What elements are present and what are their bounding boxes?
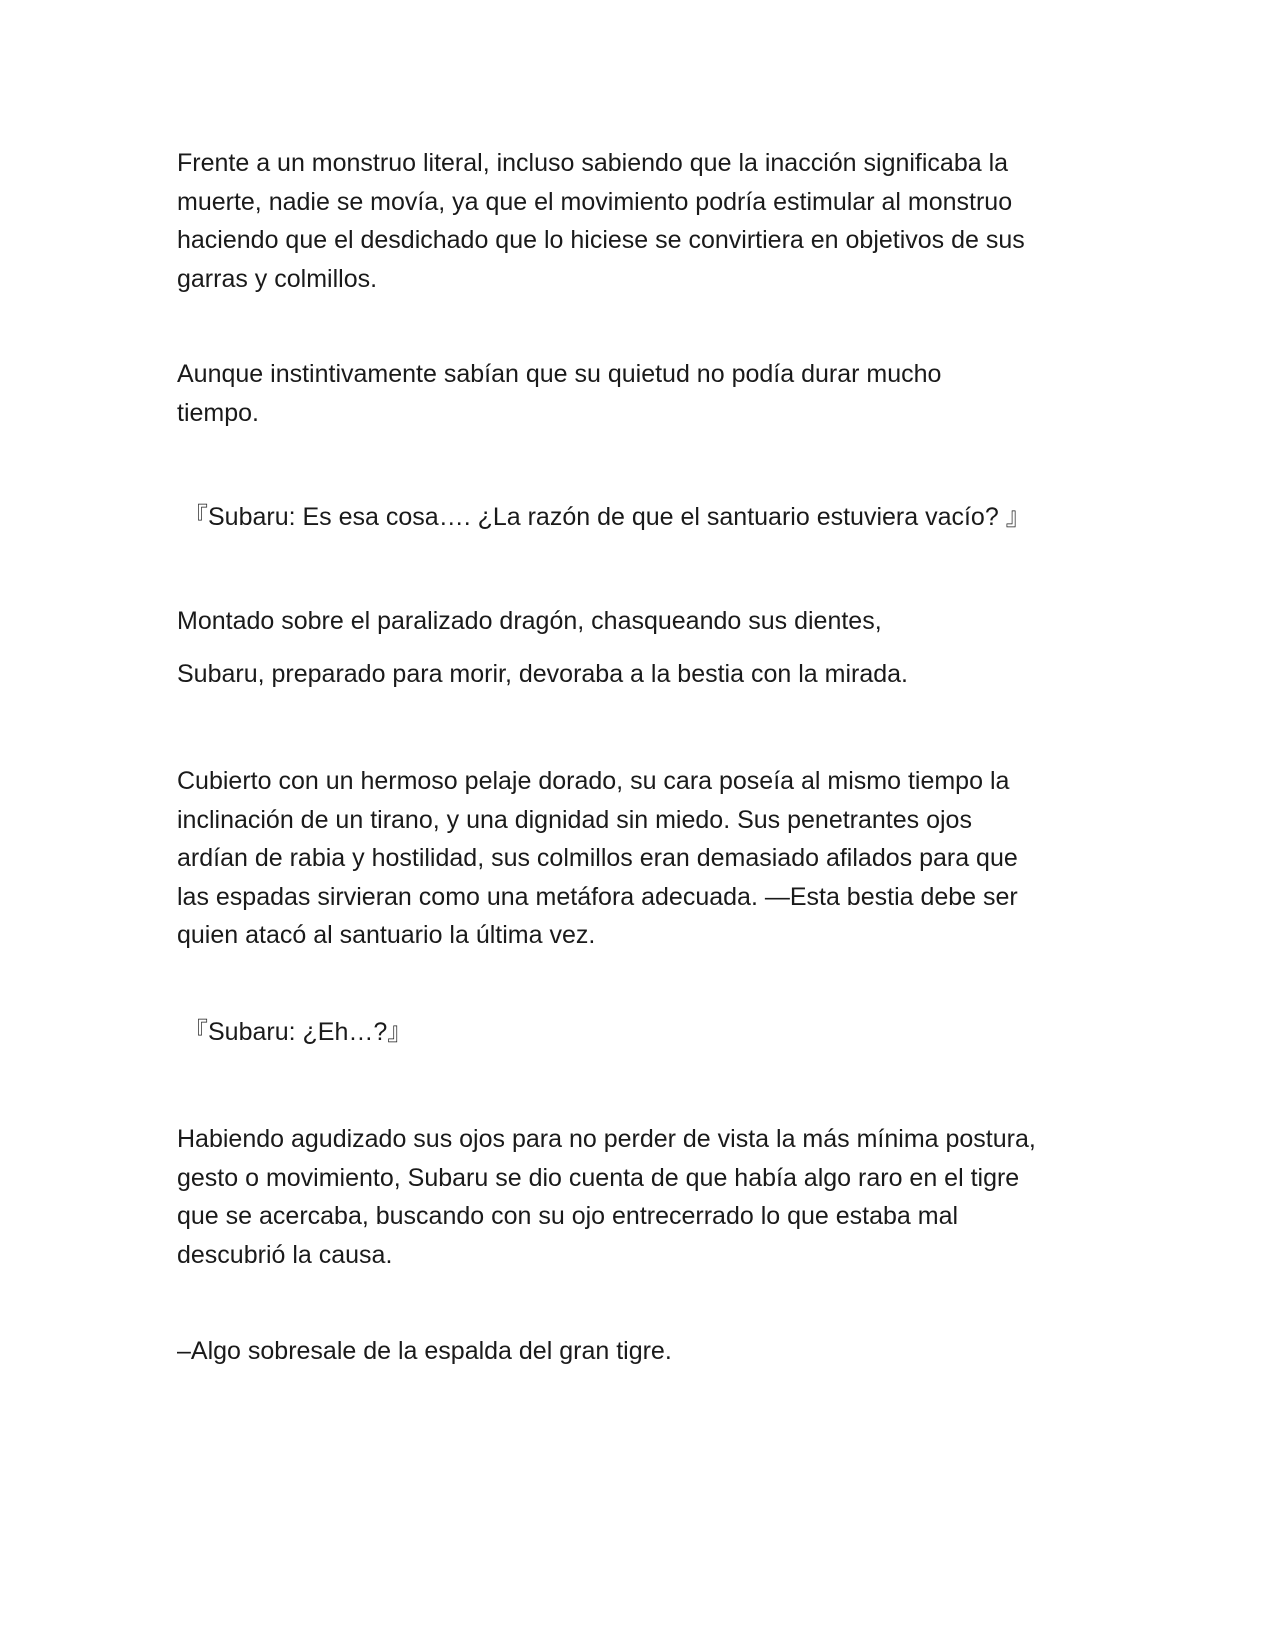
paragraph-6: Habiendo agudizado sus ojos para no perder de vista la más mínima postura, gesto o movimiento, Subaru se dio cuenta de que había algo raro en el tigre que se acercaba, buscando con su ojo entrecerrado lo que estaba mal descubrió la causa. [177,1125,1036,1269]
paragraph-4: Subaru, preparado para morir, devoraba a la bestia con la mirada. [177,660,908,688]
paragraph-7: –Algo sobresale de la espalda del gran tigre. [177,1337,672,1365]
dialogue-2: 『Subaru: ¿Eh…?』 [183,1018,413,1046]
dialogue-1: 『Subaru: Es esa cosa…. ¿La razón de que el santuario estuviera vacío? 』 [183,503,1031,531]
paragraph-5: Cubierto con un hermoso pelaje dorado, su cara poseía al mismo tiempo la inclinación de un tirano, y una dignidad sin miedo. Sus penetrantes ojos ardían de rabia y hostilidad, sus colmillos eran demasiado afilados para que las espadas sirvieran como una metáfora adecuada. —Esta bestia debe ser quien atacó al santuario la última vez. [177,767,1018,949]
paragraph-2: Aunque instintivamente sabían que su quietud no podía durar mucho tiempo. [177,360,942,427]
paragraph-3: Montado sobre el paralizado dragón, chasqueando sus dientes, [177,607,882,635]
paragraph-1: Frente a un monstruo literal, incluso sabiendo que la inacción significaba la muerte, nadie se movía, ya que el movimiento podría estimular al monstruo haciendo que el desdichado que lo hiciese se convirtiera en objetivos de sus garras y colmillos. [177,149,1025,293]
